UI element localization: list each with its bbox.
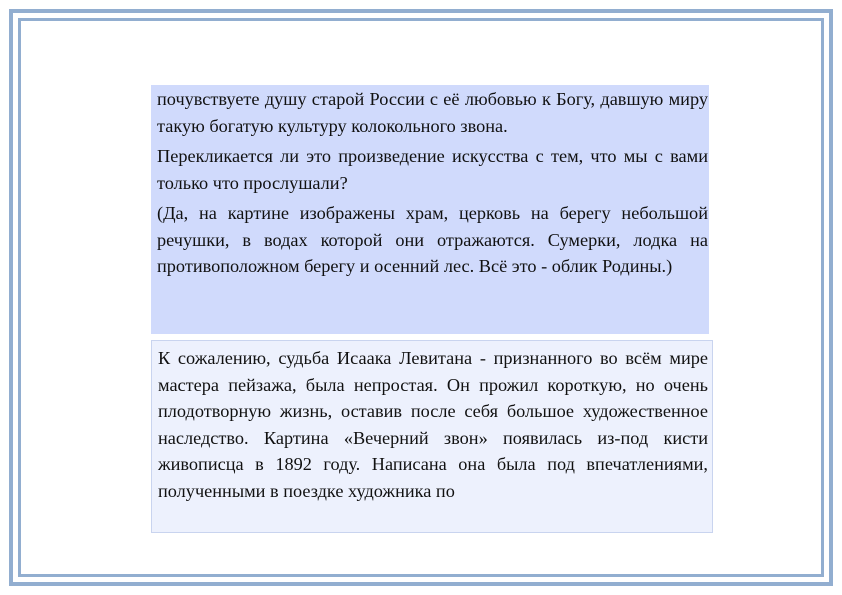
highlighted-text-block	[151, 85, 709, 334]
paragraph-answer: (Да, на картине изображены храм, церковь на берегу небольшой речушки, в водах которой они отражаются. Сумерки, лодка на противоположном берегу и осенний лес. Всё это - облик Родины.)	[157, 203, 708, 276]
paragraph-levitan-biography: К сожалению, судьба Исаака Левитана - признанного во всём мире мастера пейзажа, была непростая. Он прожил короткую, но очень плодотворную жизнь, оставив после себя большое художественное наследство. Картина «Вечерний звон» появилась из-под кисти живописца в 1892 году. Написана она была под впечатлениями, полученными в поездке художника по	[158, 348, 708, 501]
paragraph-question: Перекликается ли это произведение искусства с тем, что мы с вами только что прослушали?	[157, 146, 708, 193]
text-box-levitan	[151, 340, 713, 533]
paragraph-russia-soul: почувствуете душу старой России с её любовью к Богу, давшую миру такую богатую культуру колокольного звона.	[157, 89, 708, 136]
